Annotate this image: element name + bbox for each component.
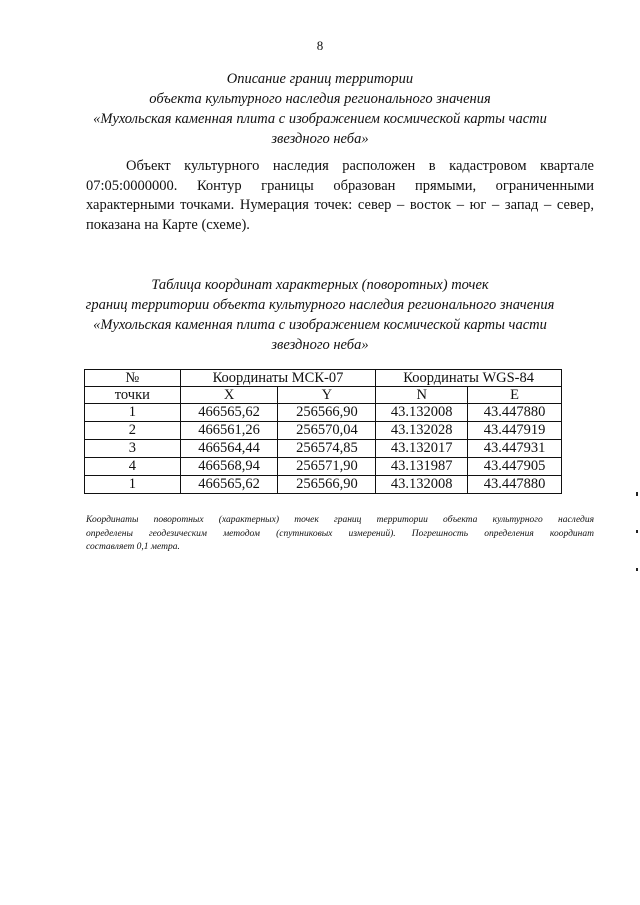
table-title-line: границ территории объекта культурного наследия регионального значения (85, 297, 555, 313)
table-title (0, 275, 640, 355)
table-title-line: звездного неба» (271, 337, 369, 353)
x-cell: 466568,94 (180, 458, 278, 476)
footnote-line: составляет 0,1 метра. (86, 542, 180, 552)
footnote-line: определены геодезическим методом (спутниковых измерений). Погрешность определения координат (86, 528, 594, 539)
table-header-row (85, 370, 562, 387)
table-row (85, 440, 562, 458)
title-line: звездного неба» (271, 131, 369, 147)
body-paragraph (86, 157, 594, 235)
body-line: Объект культурного наследия расположен в кадастровом квартале (126, 158, 594, 174)
y-cell: 256566,90 (278, 404, 376, 422)
title-line: «Мухольская каменная плита с изображением космической карты части (93, 111, 547, 127)
e-cell: 43.447880 (468, 476, 562, 494)
body-line: 07:05:0000000. Контур границы образован прямыми, ограниченными (86, 177, 594, 194)
point-number-header: № (85, 370, 181, 387)
point-label-header: точки (85, 387, 181, 404)
table-title-line: «Мухольская каменная плита с изображением космической карты части (93, 317, 547, 333)
scan-edge-mark (636, 530, 638, 533)
point-cell: 4 (85, 458, 181, 476)
page-number: 8 (316, 38, 324, 53)
n-header: N (376, 387, 468, 404)
e-header: E (468, 387, 562, 404)
x-cell: 466561,26 (180, 422, 278, 440)
table-title-line: Таблица координат характерных (поворотных) точек (151, 277, 489, 293)
y-header: Y (278, 387, 376, 404)
point-cell: 3 (85, 440, 181, 458)
e-cell: 43.447880 (468, 404, 562, 422)
x-cell: 466565,62 (180, 476, 278, 494)
scan-edge-mark (636, 568, 638, 571)
scan-edge-mark (636, 492, 638, 496)
footnote-line: Координаты поворотных (характерных) точек границ территории объекта культурного наследия (86, 515, 594, 525)
n-cell: 43.132028 (376, 422, 468, 440)
y-cell: 256571,90 (278, 458, 376, 476)
e-cell: 43.447919 (468, 422, 562, 440)
x-cell: 466565,62 (180, 404, 278, 422)
y-cell: 256570,04 (278, 422, 376, 440)
section-title (0, 69, 640, 149)
e-cell: 43.447905 (468, 458, 562, 476)
wgs-header: Координаты WGS-84 (376, 370, 562, 387)
n-cell: 43.132008 (376, 404, 468, 422)
x-cell: 466564,44 (180, 440, 278, 458)
e-cell: 43.447931 (468, 440, 562, 458)
n-cell: 43.132017 (376, 440, 468, 458)
point-cell: 1 (85, 476, 181, 494)
y-cell: 256566,90 (278, 476, 376, 494)
table-row (85, 458, 562, 476)
table-row (85, 476, 562, 494)
point-cell: 2 (85, 422, 181, 440)
table-row (85, 422, 562, 440)
coordinates-table (84, 369, 562, 494)
x-header: X (180, 387, 278, 404)
table-row (85, 404, 562, 422)
n-cell: 43.132008 (376, 476, 468, 494)
table-subheader-row (85, 387, 562, 404)
point-cell: 1 (85, 404, 181, 422)
title-line: Описание границ территории (226, 71, 414, 87)
msk-header: Координаты МСК-07 (180, 370, 376, 387)
body-line: показана на Карте (схеме). (86, 216, 250, 233)
y-cell: 256574,85 (278, 440, 376, 458)
title-line: объекта культурного наследия регионального значения (149, 91, 491, 107)
body-line: характерными точками. Нумерация точек: север – восток – юг – запад – север, (86, 197, 594, 213)
n-cell: 43.131987 (376, 458, 468, 476)
footnote (86, 514, 594, 555)
